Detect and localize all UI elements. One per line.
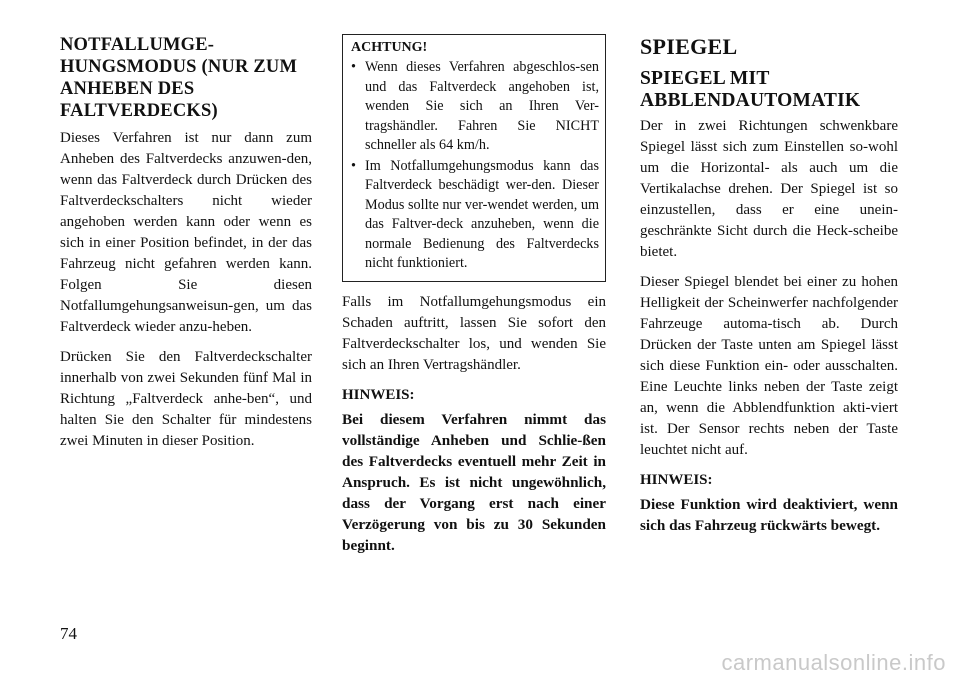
bullet-icon: •: [351, 157, 356, 174]
paragraph: Falls im Notfallumgehungsmodus ein Schaden auftritt, lassen Sie sofort den Faltverdeckschalter los, und wenden Sie sich an Ihren Vertragshändler.: [342, 293, 606, 373]
watermark: carmanualsonline.info: [721, 650, 946, 675]
paragraph: Dieses Verfahren ist nur dann zum Anheben des Faltverdecks anzuwen-den, wenn das Faltverdeck durch Drücken des Faltverdeckschalters nicht wieder angehoben werden kann oder wenn es sich in einer Position befindet, in der das Fahrzeug nicht gefahren werden kann. Folgen Sie diesen Notfallumgehungsanweisun-gen, um das Faltverdeck wieder anzu-heben.: [60, 130, 312, 335]
middle-column: [342, 34, 606, 556]
note-heading: HINWEIS:: [640, 472, 713, 488]
warning-item-text: Wenn dieses Verfahren abgeschlos-sen und das Faltverdeck angehoben ist, wenden Sie sich an Ihren Ver-tragshändler. Fahren Sie NICHT schneller als 64 km/h.: [365, 59, 599, 153]
section-heading-emergency-mode: NOTFALLUMGE- HUNGSMODUS (NUR ZUM ANHEBEN DES FALTVERDECKS): [60, 35, 298, 121]
left-column: [60, 34, 312, 461]
bullet-icon: •: [351, 59, 356, 75]
note-text: Bei diesem Verfahren nimmt das vollständige Anheben und Schlie-ßen des Faltverdecks eventuell mehr Zeit in Anspruch. Es ist nicht ungewöhnlich, dass der Vorgang erst nach einer Verzögerung von bis zu 30 Sekunden beginnt.: [342, 410, 606, 554]
warning-item: [351, 157, 599, 274]
warning-item-text: Im Notfallumgehungsmodus kann das Faltverdeck beschädigt wer-den. Dieser Modus sollte nur ver-wendet werden, um das Faltver-deck anzuheben, wenn die normale Bedienung des Faltverdecks nicht funktioniert.: [365, 157, 599, 271]
page-number: 74: [60, 624, 77, 643]
warning-box: [342, 34, 606, 282]
note-heading: HINWEIS:: [342, 386, 415, 403]
warning-item: [351, 58, 599, 156]
note-text: Diese Funktion wird deaktiviert, wenn sich das Fahrzeug rückwärts bewegt.: [640, 496, 898, 534]
warning-list: [351, 58, 599, 274]
warning-title: ACHTUNG!: [351, 40, 428, 55]
paragraph: Der in zwei Richtungen schwenkbare Spiegel lässt sich zum Einstellen so-wohl um die Horizontal- als auch um die Vertikalachse drehen. Der Spiegel ist so einzustellen, dass er eine unein-geschränkte Sicht durch die Heck-scheibe bietet.: [640, 118, 898, 260]
subheading: SPIEGEL MIT ABBLENDAUTOMATIK: [640, 68, 861, 111]
paragraph: Dieser Spiegel blendet bei einer zu hohen Helligkeit der Scheinwerfer nachfolgender Fahrzeuge automa-tisch ab. Durch Drücken der Taste unten am Spiegel lässt sich diese Funktion ein- oder ausschalten. Eine Leuchte links neben der Taste zeigt an, wenn die Abblendfunktion akti-viert ist. Der Sensor rechts neben der Taste leuchtet nicht auf.: [640, 274, 898, 458]
chapter-heading: SPIEGEL: [640, 34, 738, 59]
right-column: [640, 34, 898, 536]
paragraph: Drücken Sie den Faltverdeckschalter innerhalb von zwei Sekunden fünf Mal in Richtung „Faltverdeck anhe-ben“, und halten Sie den Schalter für mindestens zwei Minuten in dieser Position.: [60, 349, 312, 449]
